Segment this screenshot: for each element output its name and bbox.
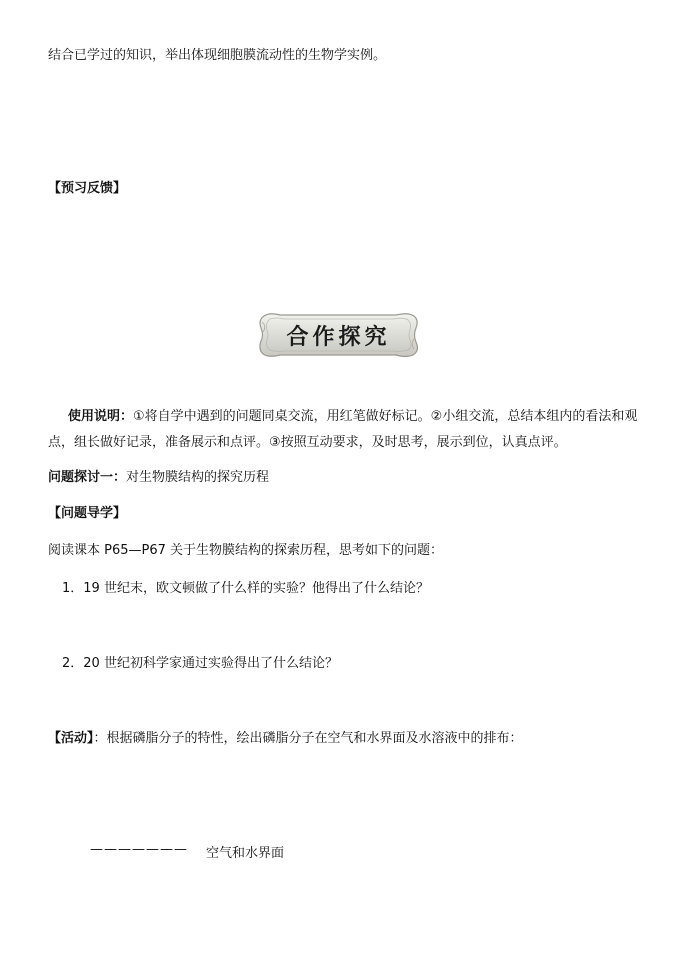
usage-text: ①将自学中遇到的问题同桌交流，用红笔做好标记。②小组交流，总结本组内的看法和观点，组长做好记录，准备展示和点评。③按照互动要求，及时思考，展示到位，认真点评。 xyxy=(48,409,638,450)
problem-heading-line xyxy=(48,469,269,487)
reading-instruction: 阅读课本 P65—P67 关于生物膜结构的探索历程，思考如下的问题： xyxy=(48,543,444,558)
question-item: 1．19 世纪末，欧文顿做了什么样的实验？他得出了什么结论？ xyxy=(62,581,429,596)
intro-question: 结合已学过的知识，举出体现细胞膜流动性的生物学实例。 xyxy=(48,48,387,63)
banner-title: 合作探究 xyxy=(286,323,391,350)
dash-line: ——————— xyxy=(90,842,188,857)
usage-instructions xyxy=(48,404,643,456)
air-water-label: 空气和水界面 xyxy=(206,846,285,861)
activity-label: 【活动】 xyxy=(48,731,94,746)
activity-line xyxy=(48,730,523,748)
problem-topic: 对生物膜结构的探究历程 xyxy=(126,470,270,485)
section-banner xyxy=(256,310,421,360)
preview-feedback-heading: 【预习反馈】 xyxy=(48,181,127,196)
activity-text: ：根据磷脂分子的特性，绘出磷脂分子在空气和水界面及水溶液中的排布： xyxy=(93,731,523,746)
question-item: 2．20 世纪初科学家通过实验得出了什么结论？ xyxy=(62,656,338,671)
guide-heading: 【问题导学】 xyxy=(48,506,127,521)
problem-heading: 问题探讨一： xyxy=(48,470,127,485)
usage-label: 使用说明： xyxy=(68,409,134,424)
